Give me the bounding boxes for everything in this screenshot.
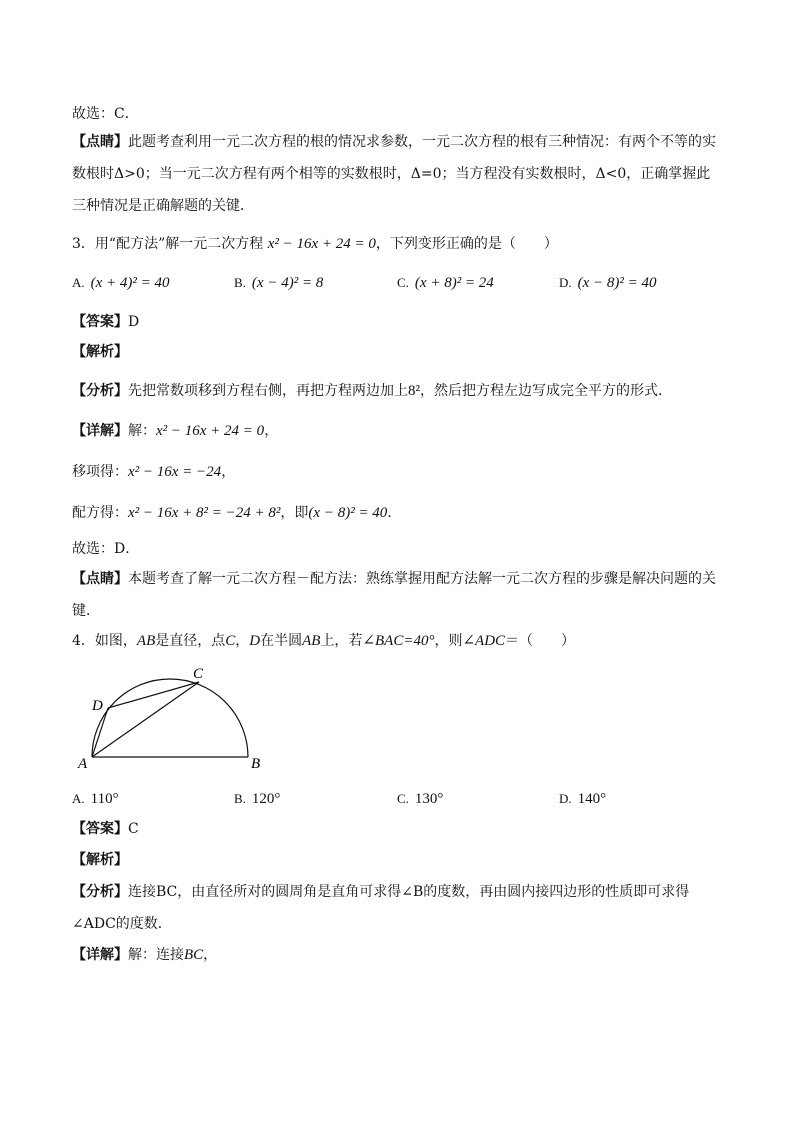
q3-comment: 【点睛】本题考查了解一元二次方程－配方法：熟练掌握用配方法解一元二次方程的步骤是解决问题的关键． — [72, 571, 716, 619]
chord-dc — [108, 682, 199, 708]
q3-option-a[interactable]: A. (x + 4)² = 40 — [72, 275, 170, 291]
q3-move-step: 移项得：x² − 16x = −24， — [72, 464, 236, 480]
comment-tag: 【点睛】 — [72, 134, 128, 150]
q3-complete-step: 配方得：x² − 16x + 8² = −24 + 8²，即(x − 8)² = 40． — [72, 505, 402, 521]
q4-option-b[interactable]: B. 120° — [234, 791, 281, 807]
q3-option-d[interactable]: D. (x − 8)² = 40 — [559, 275, 657, 291]
label-c: C — [193, 666, 204, 682]
q3-option-b[interactable]: B. (x − 4)² = 8 — [234, 275, 324, 291]
q4-analysis-tag: 【解析】 — [72, 852, 128, 868]
q3-answer: 【答案】D — [72, 314, 140, 330]
chord-ac — [92, 682, 199, 757]
q3-stem: 3．用“配方法”解一元二次方程 x² − 16x + 24 = 0，下列变形正确的是（ ） — [72, 236, 558, 252]
q3-detail: 【详解】解：x² − 16x + 24 = 0， — [72, 423, 279, 439]
q4-answer: 【答案】C — [72, 821, 139, 837]
label-a: A — [78, 756, 88, 772]
q4-stem: 4．如图，AB是直径，点C，D在半圆AB上，若∠BAC=40°，则∠ADC＝（ ） — [72, 633, 576, 649]
q3-fenxi: 【分析】先把常数项移到方程右侧，再把方程两边加上8²，然后把方程左边写成完全平方的形式． — [72, 383, 672, 399]
prev-comment — [72, 126, 722, 222]
q3-option-c[interactable]: C. (x + 8)² = 24 — [397, 275, 494, 291]
comment-text: 此题考查利用一元二次方程的根的情况求参数，一元二次方程的根有三种情况：有两个不等的实数根时Δ>0；当一元二次方程有两个相等的实数根时，Δ=0；当方程没有实数根时，Δ<0，正确掌握此三种情况是正确解题的关键． — [72, 134, 716, 214]
q4-option-c[interactable]: C. 130° — [397, 791, 444, 807]
q4-option-a[interactable]: A. 110° — [72, 791, 119, 807]
label-b: B — [251, 756, 261, 772]
prev-choice: 故选：C． — [72, 106, 139, 122]
q4-fenxi: 【分析】连接BC，由直径所对的圆周角是直角可求得∠B的度数，再由圆内接四边形的性质即可求得∠ADC的度数． — [72, 884, 690, 932]
q4-option-d[interactable]: D. 140° — [559, 791, 607, 807]
label-d: D — [92, 698, 103, 714]
chord-ad — [92, 708, 108, 757]
q3-choice: 故选：D． — [72, 541, 140, 557]
q4-detail: 【详解】解：连接BC， — [72, 947, 218, 963]
q3-stem-equation: x² − 16x + 24 = 0 — [267, 236, 376, 252]
q3-analysis-tag: 【解析】 — [72, 344, 128, 360]
semicircle-figure — [72, 660, 272, 775]
